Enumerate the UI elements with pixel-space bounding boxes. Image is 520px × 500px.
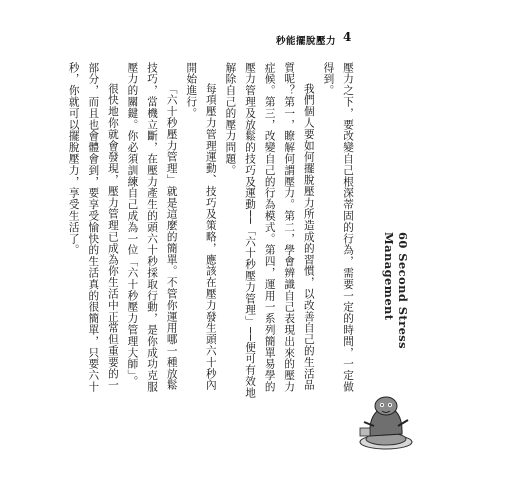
cartoon-mascot-icon	[356, 392, 416, 450]
paragraph: 我們個人要如何擺脫壓力所造成的習慣，以改善自己的生活品質呢？第一，瞭解何謂壓力。第二，學會辨識自己表現出來的壓力症候。第三，改變自己的行為模式。第四，運用一系列簡單易學的壓力管理及放鬆的技巧及運動──「六十秒壓力管理」──便可有效地解除自己的壓力問題。	[224, 62, 315, 399]
running-header-title: 秒能擺脫壓力	[276, 36, 337, 47]
paragraph: 很快地你就會發現，壓力管理已成為你生活中正常但重要的一部分，而且也會體會到，要享受愉快的生活真的很簡單，只要六十秒，你就可以擺脫壓力，享受生活了。	[67, 62, 119, 393]
paragraph: 壓力之下，要改變自己根深蒂固的行為，需要一定的時間，一定做得到。	[322, 62, 354, 393]
paragraph: 「六十秒壓力管理」就是這麼的簡單。不管你運用哪一種放鬆技巧，當機立斷，在壓力產生的頭六十秒採取行動，是你成功克服壓力的關鍵。你必須訓練自己成為一位「六十秒壓力管理大師」。	[126, 62, 178, 393]
page-number: 4	[343, 30, 352, 44]
side-book-title: 60 Second Stress Management	[382, 232, 410, 350]
body-text	[67, 62, 357, 402]
paragraph: 每項壓力管理運動、技巧及策略，應該在壓力發生頭六十秒內開始進行。	[185, 62, 217, 391]
